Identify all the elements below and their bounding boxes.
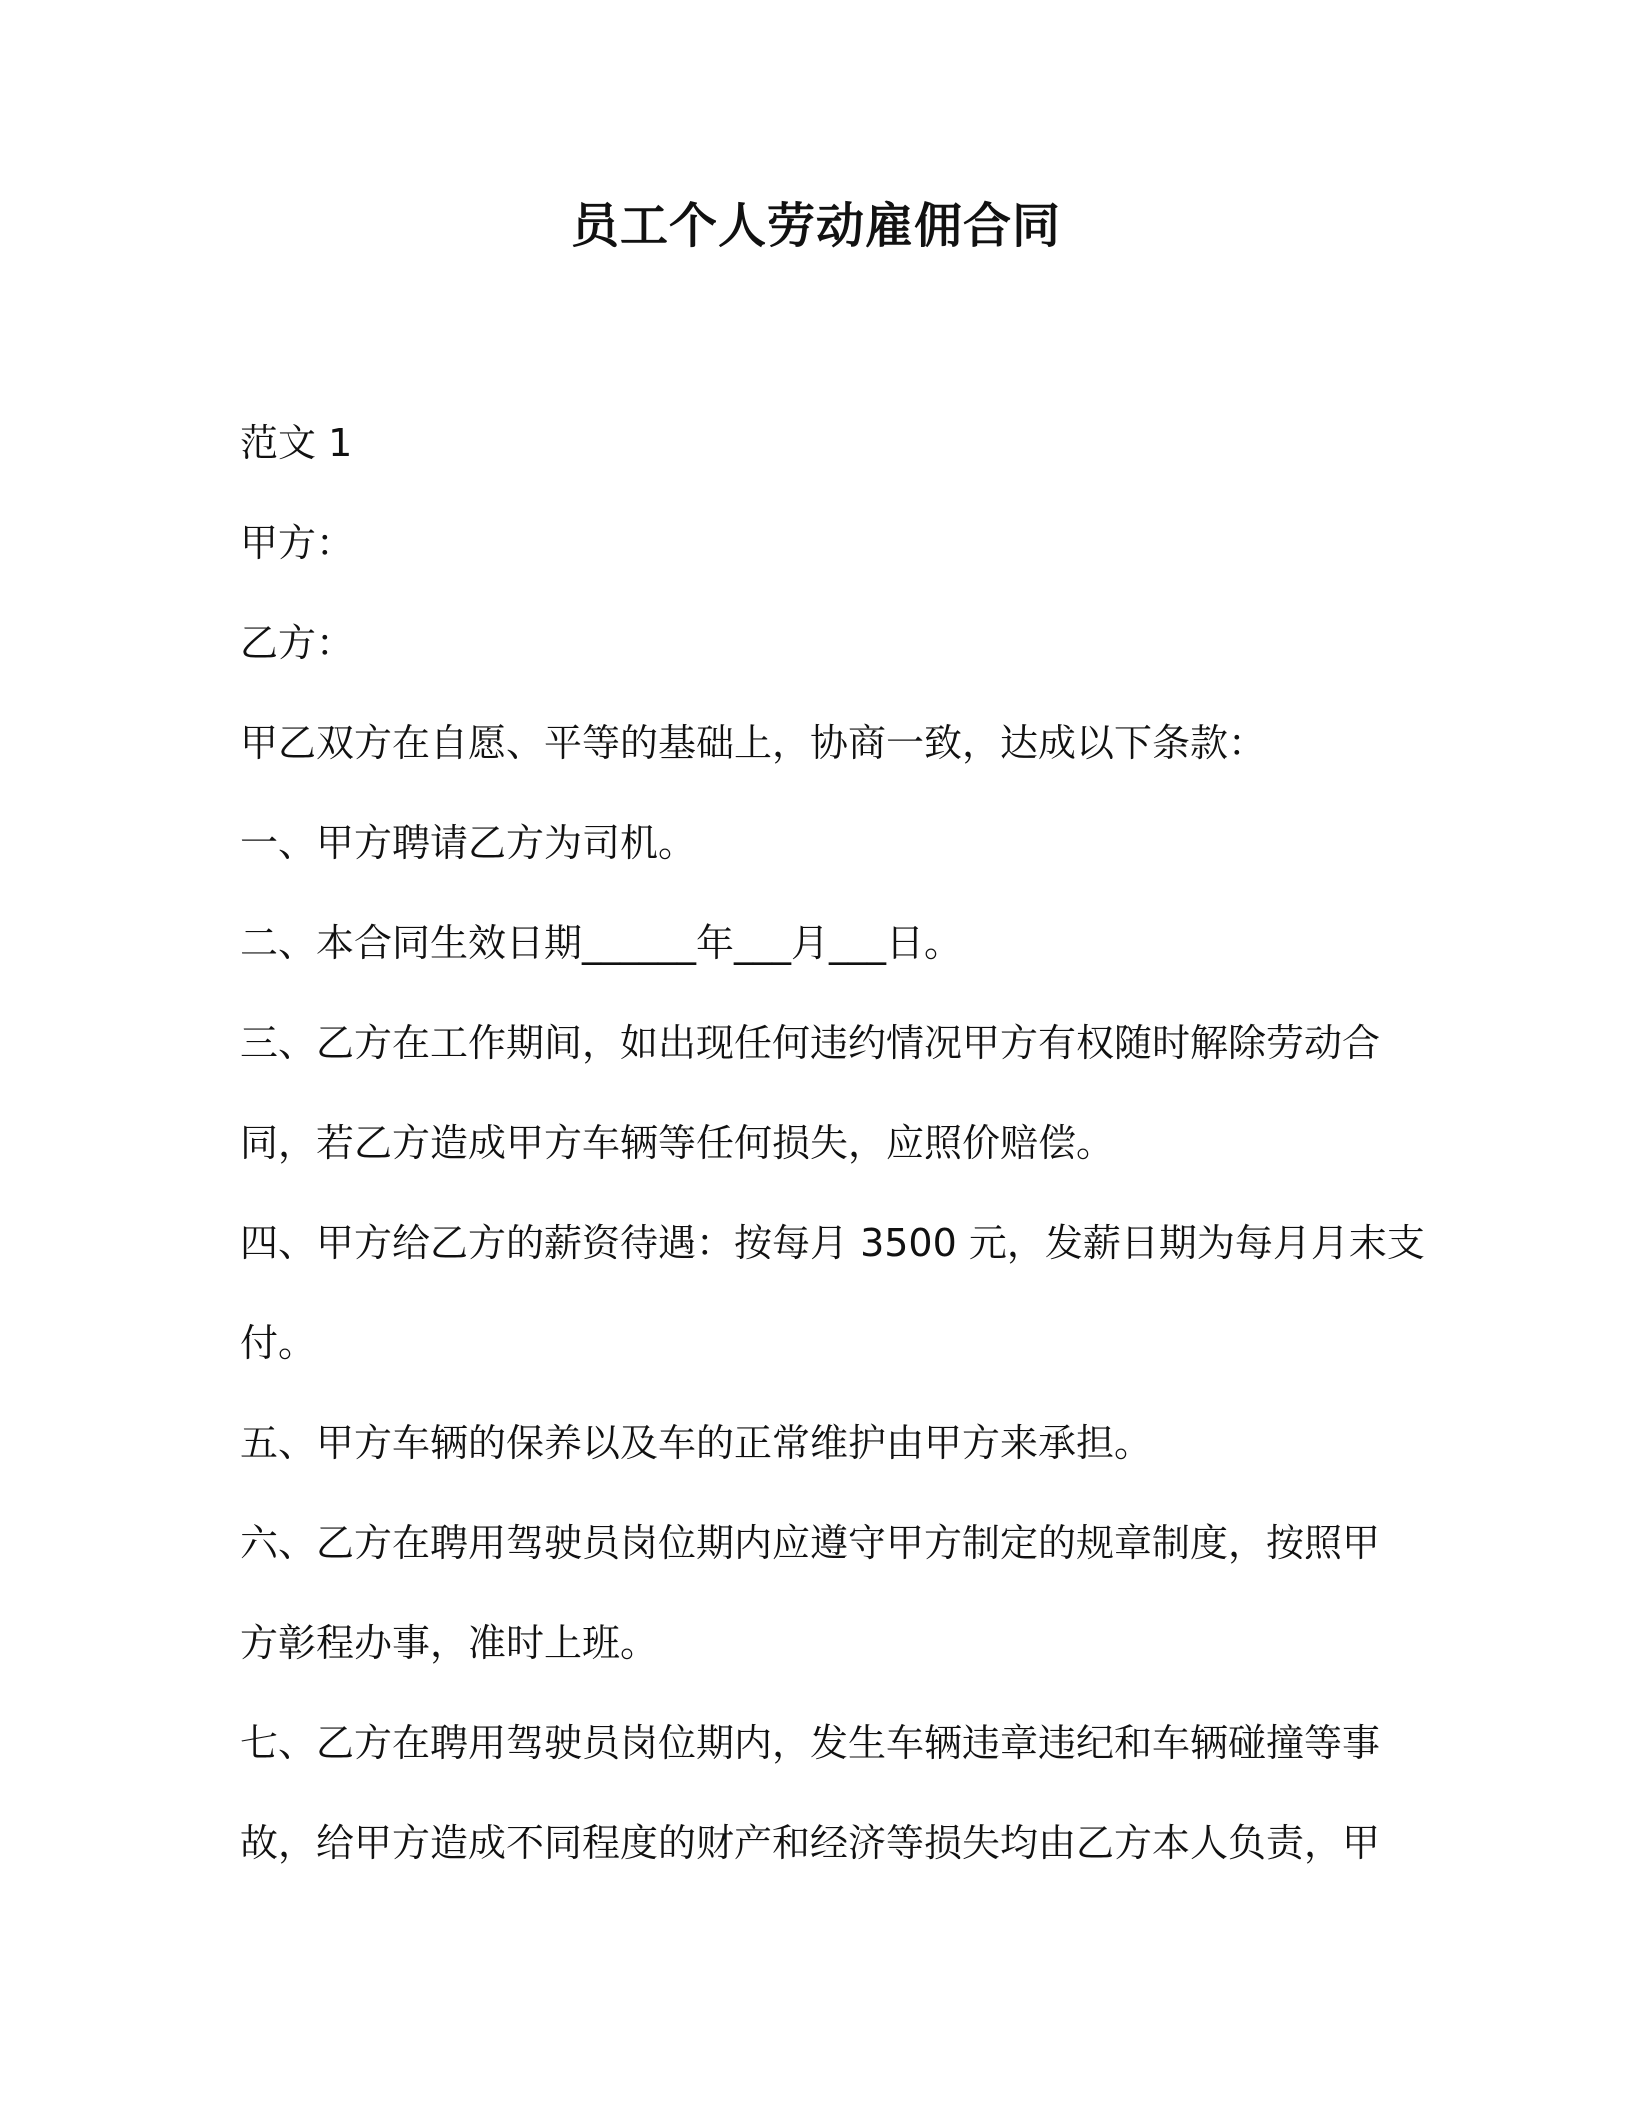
party-b-line: 乙方： [240, 621, 355, 665]
sample-label: 范文 1 [240, 421, 353, 465]
clause-2: 二、本合同生效日期______年___月___日。 [240, 921, 963, 965]
clause-3-line-2: 同，若乙方造成甲方车辆等任何损失，应照价赔偿。 [240, 1121, 1115, 1165]
agreement-intro: 甲乙双方在自愿、平等的基础上，协商一致，达成以下条款： [240, 721, 1267, 765]
party-a-line: 甲方： [240, 521, 355, 565]
document-title: 员工个人劳动雇佣合同 [570, 198, 1061, 254]
clause-7-line-1: 七、乙方在聘用驾驶员岗位期内，发生车辆违章违纪和车辆碰撞等事 [240, 1721, 1381, 1765]
clause-7-line-2: 故，给甲方造成不同程度的财产和经济等损失均由乙方本人负责，甲 [240, 1821, 1381, 1865]
clause-4-line-1: 四、甲方给乙方的薪资待遇：按每月 3500 元，发薪日期为每月月末支 [240, 1221, 1425, 1265]
clause-3-line-1: 三、乙方在工作期间，如出现任何违约情况甲方有权随时解除劳动合 [240, 1021, 1381, 1065]
clause-6-line-1: 六、乙方在聘用驾驶员岗位期内应遵守甲方制定的规章制度，按照甲 [240, 1521, 1381, 1565]
clause-5: 五、甲方车辆的保养以及车的正常维护由甲方来承担。 [240, 1421, 1153, 1465]
clause-4-line-2: 付。 [240, 1321, 317, 1365]
clause-6-line-2: 方彰程办事，准时上班。 [240, 1621, 659, 1665]
clause-1: 一、甲方聘请乙方为司机。 [240, 821, 697, 865]
